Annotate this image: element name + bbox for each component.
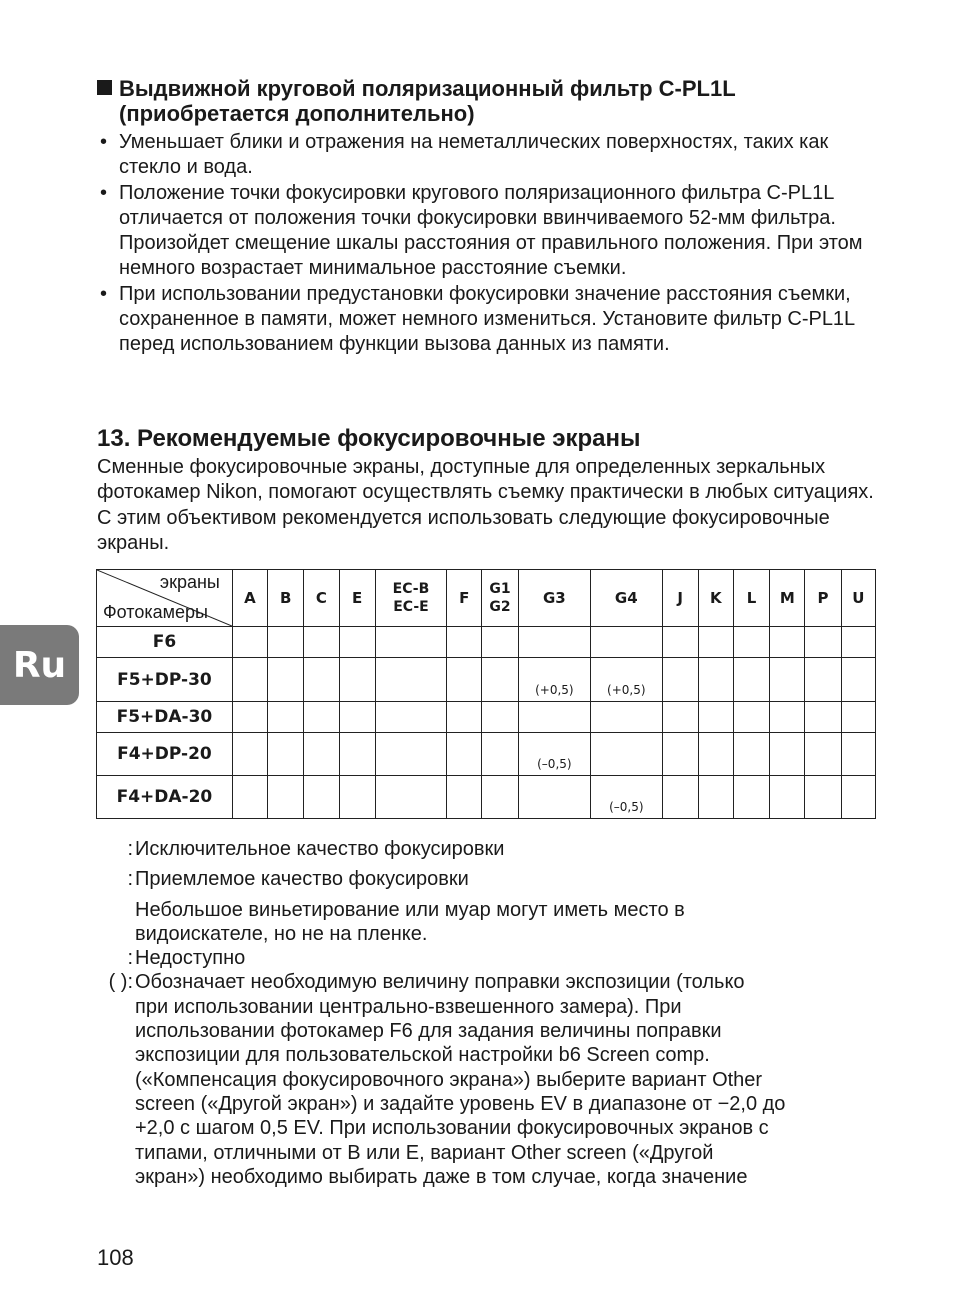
table-cell — [482, 658, 518, 702]
table-cell — [447, 627, 482, 658]
table-cell — [268, 702, 304, 733]
focusing-screens-table — [96, 569, 876, 819]
table-cell — [518, 627, 590, 658]
table-cell — [339, 776, 375, 819]
corner-cameras-label: Фотокамеры — [103, 602, 208, 622]
table-cell — [662, 776, 698, 819]
exposure-correction: (+0,5) — [535, 683, 574, 697]
table-cell — [232, 658, 267, 702]
table-row — [97, 658, 876, 702]
table-cell — [841, 776, 875, 819]
column-header: U — [841, 570, 875, 627]
exposure-correction: (–0,5) — [537, 757, 572, 771]
column-header: A — [232, 570, 267, 627]
camera-name: F4+DA-20 — [97, 776, 233, 819]
table-cell — [770, 776, 805, 819]
bullet-item: • При использовании предустановки фокусировки значение расстояния съемки, сохраненное в памяти, может немного измениться. Установите фильтр C-PL1L перед использованием функции вызова данных из памяти. — [97, 282, 887, 358]
camera-name: F5+DA-30 — [97, 702, 233, 733]
table-cell — [339, 733, 375, 776]
table-cell — [268, 627, 304, 658]
legend-paren-line: +2,0 с шагом 0,5 EV. При использовании фокусировочных экранов с — [135, 1117, 769, 1140]
table-cell — [662, 702, 698, 733]
exposure-correction: (–0,5) — [609, 800, 644, 814]
filter-bullet-list — [97, 130, 887, 358]
table-cell — [841, 627, 875, 658]
table-cell — [591, 658, 662, 702]
table-row — [97, 702, 876, 733]
table-cell — [268, 776, 304, 819]
table-cell — [447, 776, 482, 819]
table-cell — [339, 658, 375, 702]
table-cell — [841, 658, 875, 702]
table-cell — [733, 702, 769, 733]
camera-name: F4+DP-20 — [97, 733, 233, 776]
legend-acceptable: : Приемлемое качество фокусировки — [127, 868, 469, 891]
table-cell — [841, 702, 875, 733]
column-header: P — [805, 570, 841, 627]
table-cell — [304, 627, 339, 658]
table-cell — [482, 733, 518, 776]
table-cell — [232, 733, 267, 776]
legend-paren-line: («Компенсация фокусировочного экрана») выберите вариант Other — [135, 1068, 763, 1091]
legend-paren-line: экспозиции для пользовательской настройки b6 Screen comp. — [135, 1044, 710, 1067]
table-cell — [482, 627, 518, 658]
table-cell — [375, 627, 446, 658]
table-cell — [591, 627, 662, 658]
legend-acceptable-note: видоискателе, но не на пленке. — [135, 922, 428, 945]
table-cell — [518, 702, 590, 733]
column-header: L — [733, 570, 769, 627]
table-cell — [375, 702, 446, 733]
table-cell — [698, 658, 733, 702]
table-cell — [698, 702, 733, 733]
table-cell — [770, 627, 805, 658]
table-cell — [591, 733, 662, 776]
table-cell — [482, 776, 518, 819]
table-cell — [232, 702, 267, 733]
black-square-icon — [97, 80, 112, 95]
language-tab: Ru — [0, 625, 79, 705]
legend-paren-line: screen («Другой экран») и задайте уровень EV в диапазоне от −2,0 до — [135, 1092, 786, 1115]
table-cell — [698, 776, 733, 819]
table-row — [97, 627, 876, 658]
table-cell — [447, 658, 482, 702]
camera-name: F5+DP-30 — [97, 658, 233, 702]
column-header: EC-B EC-E — [375, 570, 446, 627]
exposure-correction: (+0,5) — [607, 683, 646, 697]
table-cell — [662, 733, 698, 776]
table-cell — [841, 733, 875, 776]
table-cell — [591, 702, 662, 733]
table-cell — [375, 658, 446, 702]
table-cell — [591, 776, 662, 819]
screens-intro: Сменные фокусировочные экраны, доступные для определенных зеркальных фотокамер Nikon, помогают осуществлять съемку практически в любых ситуациях. С этим объективом рекомендуется использовать следующие фокусировочные экраны. — [97, 456, 874, 554]
table-cell — [805, 658, 841, 702]
table-cell — [304, 658, 339, 702]
table-cell — [268, 733, 304, 776]
table-row — [97, 733, 876, 776]
table-cell — [733, 733, 769, 776]
filter-section-title: Выдвижной круговой поляризационный фильтр C-PL1L (приобретается дополнительно) — [97, 76, 857, 126]
table-cell — [518, 658, 590, 702]
table-cell — [662, 658, 698, 702]
table-cell — [375, 733, 446, 776]
table-cell — [805, 733, 841, 776]
column-header: B — [268, 570, 304, 627]
table-cell — [733, 658, 769, 702]
bullet-item: • Уменьшает блики и отражения на неметаллических поверхностях, таких как стекло и вода. — [97, 130, 887, 181]
table-cell — [304, 702, 339, 733]
table-cell — [733, 627, 769, 658]
table-cell — [770, 702, 805, 733]
table-cell — [805, 776, 841, 819]
legend-paren-line: типами, отличными от B или E, вариант Other screen («Другой — [135, 1141, 714, 1164]
column-header: J — [662, 570, 698, 627]
table-row — [97, 776, 876, 819]
table-cell — [268, 658, 304, 702]
table-cell — [482, 702, 518, 733]
legend-unavailable: : Недоступно — [127, 947, 246, 970]
legend-paren-line: использовании фотокамер F6 для задания величины поправки — [135, 1020, 722, 1043]
table-cell — [304, 776, 339, 819]
table-cell — [662, 627, 698, 658]
screens-heading: 13. Рекомендуемые фокусировочные экраны — [97, 425, 641, 452]
legend-paren-line: при использовании центрально-взвешенного замера). При — [135, 995, 682, 1018]
legend-paren-line: экран») необходимо выбирать даже в том случае, когда значение — [135, 1165, 748, 1188]
bullet-item: • Положение точки фокусировки кругового поляризационного фильтра C-PL1L отличается от положения точки фокусировки ввинчиваемого 52-мм фильтра. Произойдет смещение шкалы расстояния от правильного положения. При этом немного возрастает минимальное расстояние съемки. — [97, 181, 887, 282]
column-header: G1 G2 — [482, 570, 518, 627]
table-cell — [518, 733, 590, 776]
table-cell — [339, 627, 375, 658]
table-cell — [232, 627, 267, 658]
corner-cell — [97, 570, 233, 627]
column-header: G4 — [591, 570, 662, 627]
legend — [97, 837, 887, 1189]
table-cell — [339, 702, 375, 733]
table-cell — [447, 702, 482, 733]
table-cell — [232, 776, 267, 819]
page-number: 108 — [97, 1245, 134, 1270]
legend-excellent: : Исключительное качество фокусировки — [127, 838, 505, 860]
column-header: C — [304, 570, 339, 627]
table-cell — [698, 627, 733, 658]
column-header: G3 — [518, 570, 590, 627]
table-cell — [770, 733, 805, 776]
column-header: K — [698, 570, 733, 627]
table-cell — [805, 627, 841, 658]
table-header-row — [97, 570, 876, 627]
table-cell — [447, 733, 482, 776]
table-cell — [770, 658, 805, 702]
camera-name: F6 — [97, 627, 233, 658]
table-cell — [304, 733, 339, 776]
column-header: F — [447, 570, 482, 627]
table-cell — [375, 776, 446, 819]
corner-screens-label: экраны — [159, 572, 220, 592]
table-cell — [733, 776, 769, 819]
legend-acceptable-note: Небольшое виньетирование или муар могут иметь место в — [135, 898, 685, 921]
table-cell — [698, 733, 733, 776]
legend-paren: ( ): Обозначает необходимую величину поправки экспозиции (только — [108, 971, 745, 994]
table-cell — [518, 776, 590, 819]
table-cell — [805, 702, 841, 733]
column-header: M — [770, 570, 805, 627]
column-header: E — [339, 570, 375, 627]
